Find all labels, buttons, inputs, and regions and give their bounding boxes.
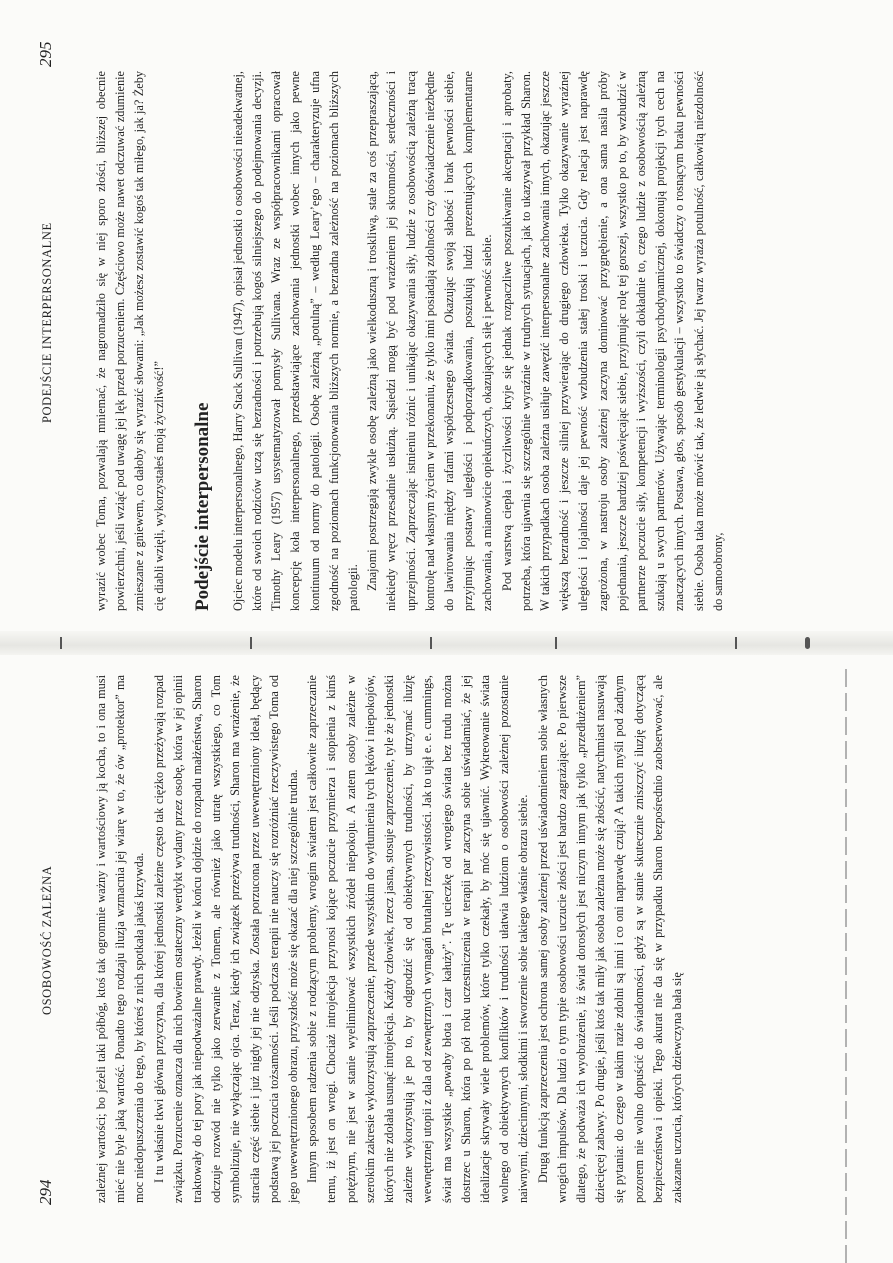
- gutter-mark: [60, 637, 62, 649]
- gutter-mark: [430, 637, 432, 649]
- page-number: 295: [36, 41, 55, 67]
- gutter-mark: [250, 637, 252, 649]
- paragraph: zależnej wartości; bo jeżeli taki półbóg, ktoś tak ogromnie ważny i wartościowy ją kocha, to i ona musi mieć nie byle jaką wartość. Ponadto tego rodzaju iluzja wzmacnia jej wiarę w to, że ów „protektor” ma moc niedopuszczenia do tego, by któreś z nich spotkała jakaś krzywda.: [94, 675, 147, 1203]
- section-title: Podejście interpersonalne: [191, 402, 213, 611]
- paragraph: Innym sposobem radzenia sobie z rodzącym problemy, wrogim światem jest całkowite zaprzeczanie temu, iż jest on wrogi. Chociaż introjekcja przynosi kojące poczucie przymierza i stopienia z kimś potężnym, nie jest w stanie wyeliminować wszystkich źródeł niepokoju. A zatem osoby zależne w szerokim zakresie wykorzystują zaprzeczenie, przede wszystkim do wytłumienia tych lęków i niepokojów, których nie zdołała usunąć introjekcja. Każdy człowiek, rzecz jasna, stosuje zaprzeczenie, tyle że jednostki zależne wykorzystują je po to, by odgrodzić się od obiektywnych trudności, by utrzymać iluzję wewnętrznej utopii z dala od zewnętrznych wymagań brutalnej rzeczywistości. Jak to ujął e. e. cummings, świat ma wszystkie „powaby błota i czar kałuży”. Tę ucieczkę od wrogiego świata bez trudu można dostrzec u Sharon, która po pół roku uczestniczenia w terapii par zaczyna sobie uświadamiać, że jej idealizacje skrywały wiele problemów, które tylko czekały, by móc się ujawnić. Wykreowanie świata wolnego od obiektywnych konfliktów i trudności ułatwia ludziom o osobowości zależnej pozostanie naiwnymi, dziecinnymi, słodkimi i stworzenie sobie takiego właśnie obrazu siebie.: [305, 675, 531, 1203]
- running-header: PODEJŚCIE INTERPERSONALNE: [40, 222, 54, 423]
- right-page-body: [92, 71, 728, 611]
- paragraph: Znajomi postrzegają zwykle osobę zależną jako wielkoduszną i troskliwą, stale za coś przepraszającą, niekiedy wręcz przesadnie usłużną. Sąsiedzi mogą być pod wrażeniem jej skromności, serdeczności i uprzejmości. Zaprzeczając istnieniu różnic i unikając okazywania siły, ludzie z osobowością zależną tracą kontrolę nad własnym życiem w przekonaniu, że tylko inni posiadają zdolności czy doświadczenie niezbędne do lawirowania między rafami współczesnego świata. Okazując swoją słabość i brak pewności siebie, przyjmując postawy uległości i podporządkowania, poszukują ludzi prezentujących komplementarne zachowania, a mianowicie opiekuńczych, okazujących siłę i pewność siebie.: [365, 71, 495, 611]
- left-page-body: [92, 675, 687, 1203]
- left-page: [0, 648, 893, 1263]
- paragraph: Drugą funkcją zaprzeczenia jest ochrona samej osoby zależnej przed uświadomieniem sobie własnych wrogich impulsów. Dla ludzi o tym typie osobowości uczucie złości jest bardzo zagrażające. Po pierwsze dlatego, że podważa ich wyobrażenie, iż świat dorosłych jest niczym innym jak tylko „przedłużeniem” dziecięcej zabawy. Po drugie, jeśli ktoś tak miły jak osoba zależna może się złościć, natychmiast nasuwają się pytania: do czego w takim razie zdolni są inni i co oni naprawdę czują? A takich myśli pod żadnym pozorem nie wolno dopuścić do świadomości, gdyż są w stanie skutecznie zniszczyć iluzję dotyczącą bezpieczeństwa i opieki. Tego akurat nie da się w przypadku Sharon bezpośrednio zaobserwować, ale zakazane uczucia, których dziewczyna bała się: [535, 675, 685, 1203]
- paragraph: wyrazić wobec Toma, pozwalają mniemać, że nagromadziło się w niej sporo złości, bliższej obecnie powierzchni, jeśli wziąć pod uwagę jej lęk przed porzuceniem. Częściowo może nawet odczuwać zdumienie zmieszane z gniewem, co dałoby się wyrazić słowami: „Jak możesz zostawić kogoś tak miłego, jak ja? Żeby cię diabli wzięli, wykorzystałeś moją życzliwość!”: [94, 71, 166, 611]
- running-header: OSOBOWOŚĆ ZALEŻNA: [40, 865, 54, 1015]
- paragraph: I tu właśnie tkwi główna przyczyna, dla której jednostki zależne często tak ciężko przeżywają rozpad związku. Porzucenie oznacza dla nich bowiem ostateczny werdykt wydany przez osobę, która w jej opinii traktowały do tej pory jak niepodważalne prawdy. Jeżeli w końcu dojdzie do rozpadu małżeństwa, Sharon odczuje rozwód nie tylko jako zerwanie z Tomem, ale również jako utratę wszystkiego, co Tom symbolizuje, nie wyłączając ojca. Teraz, kiedy ich związek przeżywa trudności, Sharon ma wrażenie, że straciła część siebie i już nigdy jej nie odzyska. Została porzucona przez uwewnętrzniony ideał, będący podstawą jej poczucia tożsamości. Jeśli podczas terapii nie nauczy się rozróżniać rzeczywistego Toma od jego uwewnętrznionego obrazu, przyszłość może się okazać dla niej szczególnie trudna.: [151, 675, 301, 1203]
- page-number: 294: [36, 1179, 55, 1205]
- gutter-mark: [805, 637, 810, 649]
- paragraph: Pod warstwą ciepła i życzliwości kryje się jednak rozpaczliwe poszukiwanie akceptacji i aprobaty, potrzeba, która ujawnia się szczególnie wyraźnie w trudnych sytuacjach, jak to ukazywał przykład Sharon. W takich przypadkach osoba zależna usiłuje zawęzić interpersonalne zachowania innych, okazując jeszcze większą bezradność i jeszcze silniej przywierając do drugiego człowieka. Tylko okazywanie wyraźnej uległości i lojalności daje jej pewność wzbudzenia stałej troski i uczucia. Gdy relacja jest naprawdę zagrożona, w nastroju osoby zależnej zaczyna dominować przygnębienie, a ona sama nasila próby pojednania, jeszcze bardziej poświęcając siebie, przyjmując rolę tej gorszej, wszystko po to, by wzbudzić w partnerze poczucie siły, kompetencji i wyższości, czyli dokładnie to, czego ludzie z osobowością zależną szukają u swych partnerów. Używając terminologii psychodynamicznej, dokonują projekcji tych cech na znaczących innych. Postawa, głos, sposób gestykulacji – wszystko to świadczy o rosnącym braku pewności siebie. Osoba taka może mówić tak, że ledwie ją słychać. Jej twarz wyraża potulność, całkowitą niezdolność do samoobrony,: [499, 71, 725, 611]
- paragraph: Ojciec modelu interpersonalnego, Harry Stack Sullivan (1947), opisał jednostki o osobowości nieadekwatnej, które od swoich rodziców uczą się bezradności i potrzebują kogoś silniejszego do podejmowania decyzji. Timothy Leary (1957) usystematyzował pomysły Sullivana. Wraz ze współpracownikami opracował koncepcję koła interpersonalnego, przedstawiające zachowania jednostki wobec innych jako pewne kontinuum od normy do patologii. Osobę zależną „potulną” – według Leary’ego – charakteryzuje ufna zgodność na poziomach funkcjonowania bliższych normie, a bezradna zależność na poziomach bliższych patologii.: [230, 71, 361, 611]
- gutter-mark: [555, 637, 557, 649]
- book-gutter: [0, 631, 893, 655]
- gutter-mark: [735, 637, 737, 649]
- scan-edge-line: [845, 663, 847, 1263]
